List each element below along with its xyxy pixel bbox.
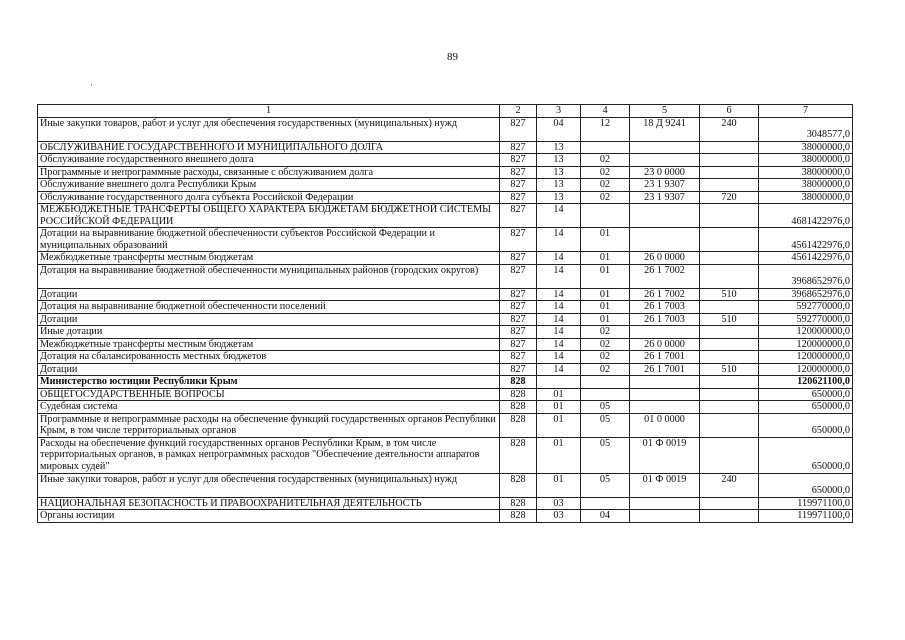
- page-number: 89: [447, 51, 458, 63]
- cell-expense-type: 240: [700, 473, 759, 497]
- table-row: [38, 497, 853, 510]
- budget-table: [37, 104, 853, 523]
- cell-expense-type: [700, 437, 759, 473]
- cell-ministry-code: 827: [500, 301, 537, 314]
- cell-section-code: 01: [537, 437, 581, 473]
- cell-section-code: 01: [537, 401, 581, 414]
- cell-subsection-code: [581, 204, 630, 228]
- cell-name: Программные и непрограммные расходы, связанные с обслуживанием долга: [38, 166, 500, 179]
- header-cell: 3: [537, 105, 581, 118]
- cell-name: Дотации на выравнивание бюджетной обеспеченности субъектов Российской Федерации и муниципальных образований: [38, 228, 500, 252]
- table-row: [38, 228, 853, 252]
- cell-section-code: 14: [537, 351, 581, 364]
- header-cell: 7: [759, 105, 853, 118]
- cell-name: Иные дотации: [38, 326, 500, 339]
- header-row: [38, 105, 853, 118]
- cell-amount: 120000000,0: [759, 351, 853, 364]
- cell-subsection-code: 02: [581, 326, 630, 339]
- table-row: [38, 313, 853, 326]
- cell-expense-type: [700, 252, 759, 265]
- cell-target-article: [630, 401, 700, 414]
- cell-amount: 4561422976,0: [759, 252, 853, 265]
- cell-amount: 120000000,0: [759, 338, 853, 351]
- cell-subsection-code: 05: [581, 413, 630, 437]
- table-body: [38, 117, 853, 522]
- header-cell: 5: [630, 105, 700, 118]
- cell-section-code: 01: [537, 473, 581, 497]
- cell-section-code: 14: [537, 313, 581, 326]
- cell-expense-type: [700, 141, 759, 154]
- cell-ministry-code: 827: [500, 351, 537, 364]
- cell-section-code: 14: [537, 288, 581, 301]
- cell-section-code: 13: [537, 154, 581, 167]
- cell-ministry-code: 828: [500, 473, 537, 497]
- table-row: [38, 117, 853, 141]
- cell-expense-type: [700, 204, 759, 228]
- cell-subsection-code: 01: [581, 313, 630, 326]
- cell-target-article: [630, 204, 700, 228]
- cell-section-code: 13: [537, 166, 581, 179]
- table-row: [38, 510, 853, 523]
- cell-amount: 119971100,0: [759, 497, 853, 510]
- cell-ministry-code: 828: [500, 401, 537, 414]
- cell-subsection-code: 01: [581, 228, 630, 252]
- cell-section-code: 14: [537, 228, 581, 252]
- cell-target-article: 26 0 0000: [630, 252, 700, 265]
- cell-name: НАЦИОНАЛЬНАЯ БЕЗОПАСНОСТЬ И ПРАВООХРАНИТЕЛЬНАЯ ДЕЯТЕЛЬНОСТЬ: [38, 497, 500, 510]
- cell-amount: 119971100,0: [759, 510, 853, 523]
- cell-ministry-code: 828: [500, 437, 537, 473]
- cell-target-article: [630, 510, 700, 523]
- cell-section-code: 14: [537, 338, 581, 351]
- cell-subsection-code: 02: [581, 338, 630, 351]
- cell-ministry-code: 828: [500, 376, 537, 389]
- cell-amount: 650000,0: [759, 437, 853, 473]
- cell-name: Дотация на выравнивание бюджетной обеспеченности муниципальных районов (городских округов): [38, 264, 500, 288]
- cell-name: Программные и непрограммные расходы на обеспечение функций государственных органов Республики Крым, в том числе территориальных органов: [38, 413, 500, 437]
- cell-name: Обслуживание государственного внешнего долга: [38, 154, 500, 167]
- cell-amount: 38000000,0: [759, 141, 853, 154]
- cell-subsection-code: [581, 388, 630, 401]
- cell-section-code: 01: [537, 388, 581, 401]
- cell-target-article: 23 1 9307: [630, 179, 700, 192]
- cell-name: ОБСЛУЖИВАНИЕ ГОСУДАРСТВЕННОГО И МУНИЦИПАЛЬНОГО ДОЛГА: [38, 141, 500, 154]
- cell-target-article: 26 1 7002: [630, 288, 700, 301]
- table-row: [38, 413, 853, 437]
- cell-target-article: 26 0 0000: [630, 338, 700, 351]
- cell-ministry-code: 827: [500, 179, 537, 192]
- table-row: [38, 338, 853, 351]
- cell-ministry-code: 827: [500, 204, 537, 228]
- cell-amount: 120000000,0: [759, 326, 853, 339]
- cell-section-code: [537, 376, 581, 389]
- cell-expense-type: [700, 154, 759, 167]
- cell-section-code: 14: [537, 252, 581, 265]
- cell-target-article: 01 0 0000: [630, 413, 700, 437]
- cell-section-code: 14: [537, 204, 581, 228]
- cell-subsection-code: 02: [581, 154, 630, 167]
- cell-subsection-code: 02: [581, 351, 630, 364]
- table-row: [38, 288, 853, 301]
- cell-target-article: 01 Ф 0019: [630, 437, 700, 473]
- cell-name: Судебная система: [38, 401, 500, 414]
- cell-ministry-code: 827: [500, 166, 537, 179]
- cell-target-article: 01 Ф 0019: [630, 473, 700, 497]
- cell-expense-type: [700, 228, 759, 252]
- cell-ministry-code: 827: [500, 363, 537, 376]
- cell-amount: 38000000,0: [759, 179, 853, 192]
- table-row: [38, 179, 853, 192]
- table-row: [38, 154, 853, 167]
- cell-name: Иные закупки товаров, работ и услуг для обеспечения государственных (муниципальных) нужд: [38, 117, 500, 141]
- cell-ministry-code: 828: [500, 510, 537, 523]
- cell-target-article: 23 1 9307: [630, 191, 700, 204]
- cell-target-article: [630, 326, 700, 339]
- cell-ministry-code: 827: [500, 191, 537, 204]
- cell-expense-type: [700, 326, 759, 339]
- cell-expense-type: [700, 413, 759, 437]
- table-row: [38, 376, 853, 389]
- cell-expense-type: [700, 301, 759, 314]
- cell-section-code: 03: [537, 497, 581, 510]
- cell-amount: 4561422976,0: [759, 228, 853, 252]
- cell-name: Дотация на выравнивание бюджетной обеспеченности поселений: [38, 301, 500, 314]
- header-cell: 4: [581, 105, 630, 118]
- cell-target-article: 26 1 7003: [630, 301, 700, 314]
- cell-name: Межбюджетные трансферты местным бюджетам: [38, 252, 500, 265]
- cell-target-article: 26 1 7002: [630, 264, 700, 288]
- cell-expense-type: 510: [700, 363, 759, 376]
- cell-amount: 650000,0: [759, 473, 853, 497]
- cell-amount: 3968652976,0: [759, 288, 853, 301]
- cell-expense-type: 240: [700, 117, 759, 141]
- cell-target-article: 26 1 7001: [630, 363, 700, 376]
- cell-ministry-code: 827: [500, 264, 537, 288]
- cell-target-article: [630, 497, 700, 510]
- cell-expense-type: [700, 376, 759, 389]
- cell-expense-type: [700, 510, 759, 523]
- cell-subsection-code: [581, 376, 630, 389]
- cell-amount: 592770000,0: [759, 301, 853, 314]
- cell-subsection-code: 01: [581, 288, 630, 301]
- cell-ministry-code: 828: [500, 413, 537, 437]
- cell-amount: 120621100,0: [759, 376, 853, 389]
- cell-subsection-code: 12: [581, 117, 630, 141]
- table-row: [38, 204, 853, 228]
- cell-target-article: [630, 154, 700, 167]
- cell-name: Дотации: [38, 363, 500, 376]
- cell-amount: 650000,0: [759, 401, 853, 414]
- cell-subsection-code: 02: [581, 166, 630, 179]
- cell-amount: 120000000,0: [759, 363, 853, 376]
- cell-subsection-code: 05: [581, 473, 630, 497]
- table-row: [38, 191, 853, 204]
- cell-name: Межбюджетные трансферты местным бюджетам: [38, 338, 500, 351]
- table-row: [38, 301, 853, 314]
- table-row: [38, 326, 853, 339]
- cell-name: Органы юстиции: [38, 510, 500, 523]
- cell-target-article: [630, 228, 700, 252]
- cell-expense-type: [700, 179, 759, 192]
- cell-ministry-code: 827: [500, 141, 537, 154]
- cell-ministry-code: 828: [500, 497, 537, 510]
- cell-section-code: 01: [537, 413, 581, 437]
- table-row: [38, 401, 853, 414]
- cell-subsection-code: 05: [581, 437, 630, 473]
- cell-name: Дотации: [38, 288, 500, 301]
- table-row: [38, 252, 853, 265]
- header-cell: 1: [38, 105, 500, 118]
- cell-section-code: 13: [537, 141, 581, 154]
- cell-expense-type: [700, 166, 759, 179]
- header-cell: 2: [500, 105, 537, 118]
- cell-expense-type: 510: [700, 288, 759, 301]
- cell-name: Обслуживание государственного долга субъекта Российской Федерации: [38, 191, 500, 204]
- cell-section-code: 14: [537, 264, 581, 288]
- cell-name: МЕЖБЮДЖЕТНЫЕ ТРАНСФЕРТЫ ОБЩЕГО ХАРАКТЕРА БЮДЖЕТАМ БЮДЖЕТНОЙ СИСТЕМЫ РОССИЙСКОЙ ФЕДЕРАЦИИ: [38, 204, 500, 228]
- cell-section-code: 14: [537, 363, 581, 376]
- cell-amount: 38000000,0: [759, 166, 853, 179]
- table-row: [38, 264, 853, 288]
- table-row: [38, 166, 853, 179]
- table-row: [38, 473, 853, 497]
- cell-subsection-code: 01: [581, 252, 630, 265]
- cell-target-article: [630, 388, 700, 401]
- cell-ministry-code: 827: [500, 338, 537, 351]
- cell-ministry-code: 827: [500, 288, 537, 301]
- cell-amount: 3968652976,0: [759, 264, 853, 288]
- cell-subsection-code: 02: [581, 363, 630, 376]
- cell-ministry-code: 828: [500, 388, 537, 401]
- cell-expense-type: [700, 351, 759, 364]
- cell-subsection-code: 01: [581, 264, 630, 288]
- cell-expense-type: [700, 264, 759, 288]
- cell-expense-type: [700, 401, 759, 414]
- cell-amount: 650000,0: [759, 388, 853, 401]
- cell-ministry-code: 827: [500, 154, 537, 167]
- cell-section-code: 03: [537, 510, 581, 523]
- cell-target-article: 23 0 0000: [630, 166, 700, 179]
- cell-amount: 592770000,0: [759, 313, 853, 326]
- cell-subsection-code: 04: [581, 510, 630, 523]
- cell-target-article: [630, 141, 700, 154]
- cell-target-article: 26 1 7003: [630, 313, 700, 326]
- table-row: [38, 351, 853, 364]
- cell-subsection-code: [581, 497, 630, 510]
- cell-name: Дотации: [38, 313, 500, 326]
- cell-section-code: 14: [537, 326, 581, 339]
- table-row: [38, 388, 853, 401]
- cell-expense-type: 720: [700, 191, 759, 204]
- cell-amount: 4681422976,0: [759, 204, 853, 228]
- cell-ministry-code: 827: [500, 252, 537, 265]
- cell-subsection-code: 01: [581, 301, 630, 314]
- cell-expense-type: 510: [700, 313, 759, 326]
- cell-ministry-code: 827: [500, 326, 537, 339]
- cell-amount: 38000000,0: [759, 191, 853, 204]
- cell-section-code: 13: [537, 179, 581, 192]
- cell-name: Дотация на сбалансированность местных бюджетов: [38, 351, 500, 364]
- cell-subsection-code: 02: [581, 179, 630, 192]
- cell-name: ОБЩЕГОСУДАРСТВЕННЫЕ ВОПРОСЫ: [38, 388, 500, 401]
- cell-amount: 38000000,0: [759, 154, 853, 167]
- cell-ministry-code: 827: [500, 117, 537, 141]
- header-cell: 6: [700, 105, 759, 118]
- cell-expense-type: [700, 338, 759, 351]
- cell-subsection-code: 05: [581, 401, 630, 414]
- cell-ministry-code: 827: [500, 228, 537, 252]
- cell-name: Иные закупки товаров, работ и услуг для обеспечения государственных (муниципальных) нужд: [38, 473, 500, 497]
- stray-mark: ·: [90, 80, 93, 90]
- cell-target-article: 26 1 7001: [630, 351, 700, 364]
- cell-target-article: 18 Д 9241: [630, 117, 700, 141]
- cell-ministry-code: 827: [500, 313, 537, 326]
- cell-name: Министерство юстиции Республики Крым: [38, 376, 500, 389]
- table-row: [38, 141, 853, 154]
- cell-section-code: 04: [537, 117, 581, 141]
- cell-amount: 3048577,0: [759, 117, 853, 141]
- cell-amount: 650000,0: [759, 413, 853, 437]
- cell-section-code: 13: [537, 191, 581, 204]
- cell-subsection-code: 02: [581, 191, 630, 204]
- cell-section-code: 14: [537, 301, 581, 314]
- cell-subsection-code: [581, 141, 630, 154]
- cell-target-article: [630, 376, 700, 389]
- table-row: [38, 437, 853, 473]
- table-row: [38, 363, 853, 376]
- cell-expense-type: [700, 497, 759, 510]
- cell-name: Расходы на обеспечение функций государственных органов Республики Крым, в том числе территориальных органов, в рамках непрограммных расходов "Обеспечение деятельности аппаратов мировых судей": [38, 437, 500, 473]
- cell-expense-type: [700, 388, 759, 401]
- cell-name: Обслуживание внешнего долга Республики Крым: [38, 179, 500, 192]
